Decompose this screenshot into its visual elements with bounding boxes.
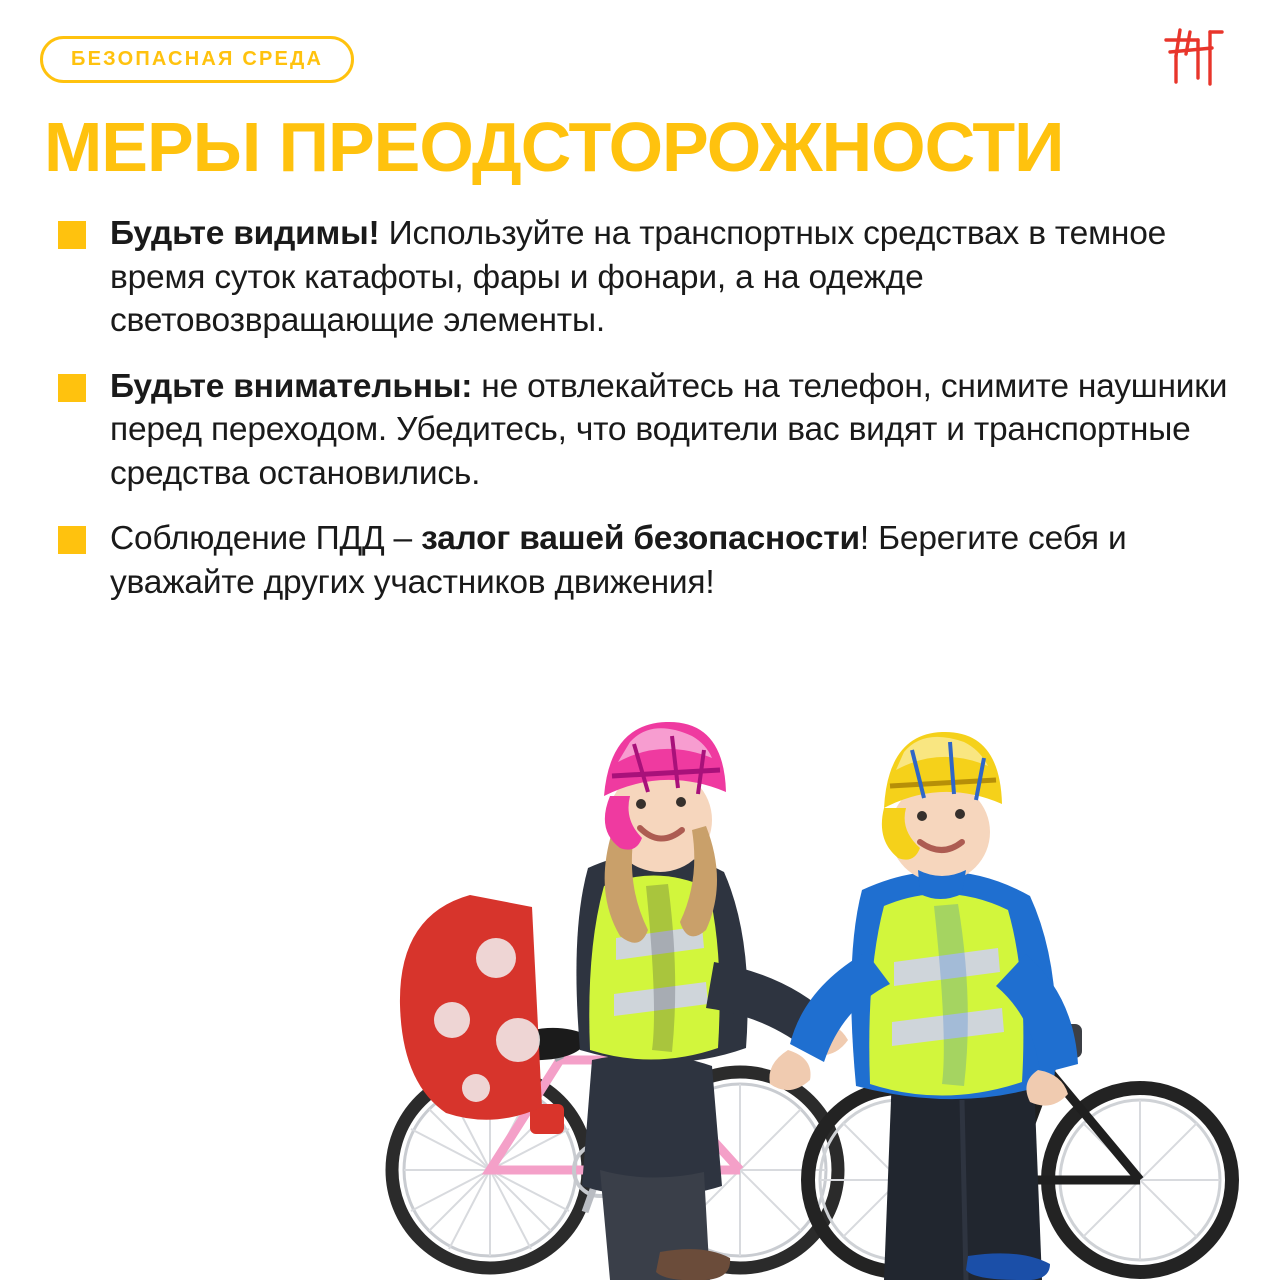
bullet-square-icon — [58, 221, 86, 249]
list-item-rest: не отвлекайтесь на телефон, снимите наушники перед переходом. Убедитесь, что водители вас видят и транспортные средства остановились. — [110, 367, 1228, 492]
list-item-rest: Используйте на транспортных средствах в темное время суток катафоты, фары и фонари, а на одежде световозвращающие элементы. — [110, 215, 1167, 340]
list-item-text — [110, 212, 1228, 343]
list-item-pre: Соблюдение ПДД – — [110, 520, 422, 558]
bullet-square-icon — [58, 526, 86, 554]
list-item-text — [110, 365, 1228, 496]
photo-children-with-bicycles — [0, 700, 1280, 1280]
list-item-emphasis: залог вашей безопасности — [421, 520, 860, 558]
list-item — [58, 212, 1228, 343]
category-badge-label: БЕЗОПАСНАЯ СРЕДА — [71, 48, 324, 70]
list-item-lead: Будьте внимательны: — [110, 367, 473, 405]
bullet-square-icon — [58, 374, 86, 402]
list-item-lead: Будьте видимы! — [110, 215, 380, 252]
list-item — [58, 365, 1228, 496]
page-title: МЕРЫ ПРЕОДСТОРОЖНОСТИ — [44, 108, 1064, 186]
list-item-text — [110, 517, 1228, 604]
list-item — [58, 517, 1228, 604]
list-item-tail: ! Берегите себя и уважайте других участников движения! — [110, 520, 1127, 601]
chair-logo-icon — [1160, 26, 1232, 88]
precautions-list — [58, 212, 1228, 626]
category-badge — [40, 36, 354, 83]
